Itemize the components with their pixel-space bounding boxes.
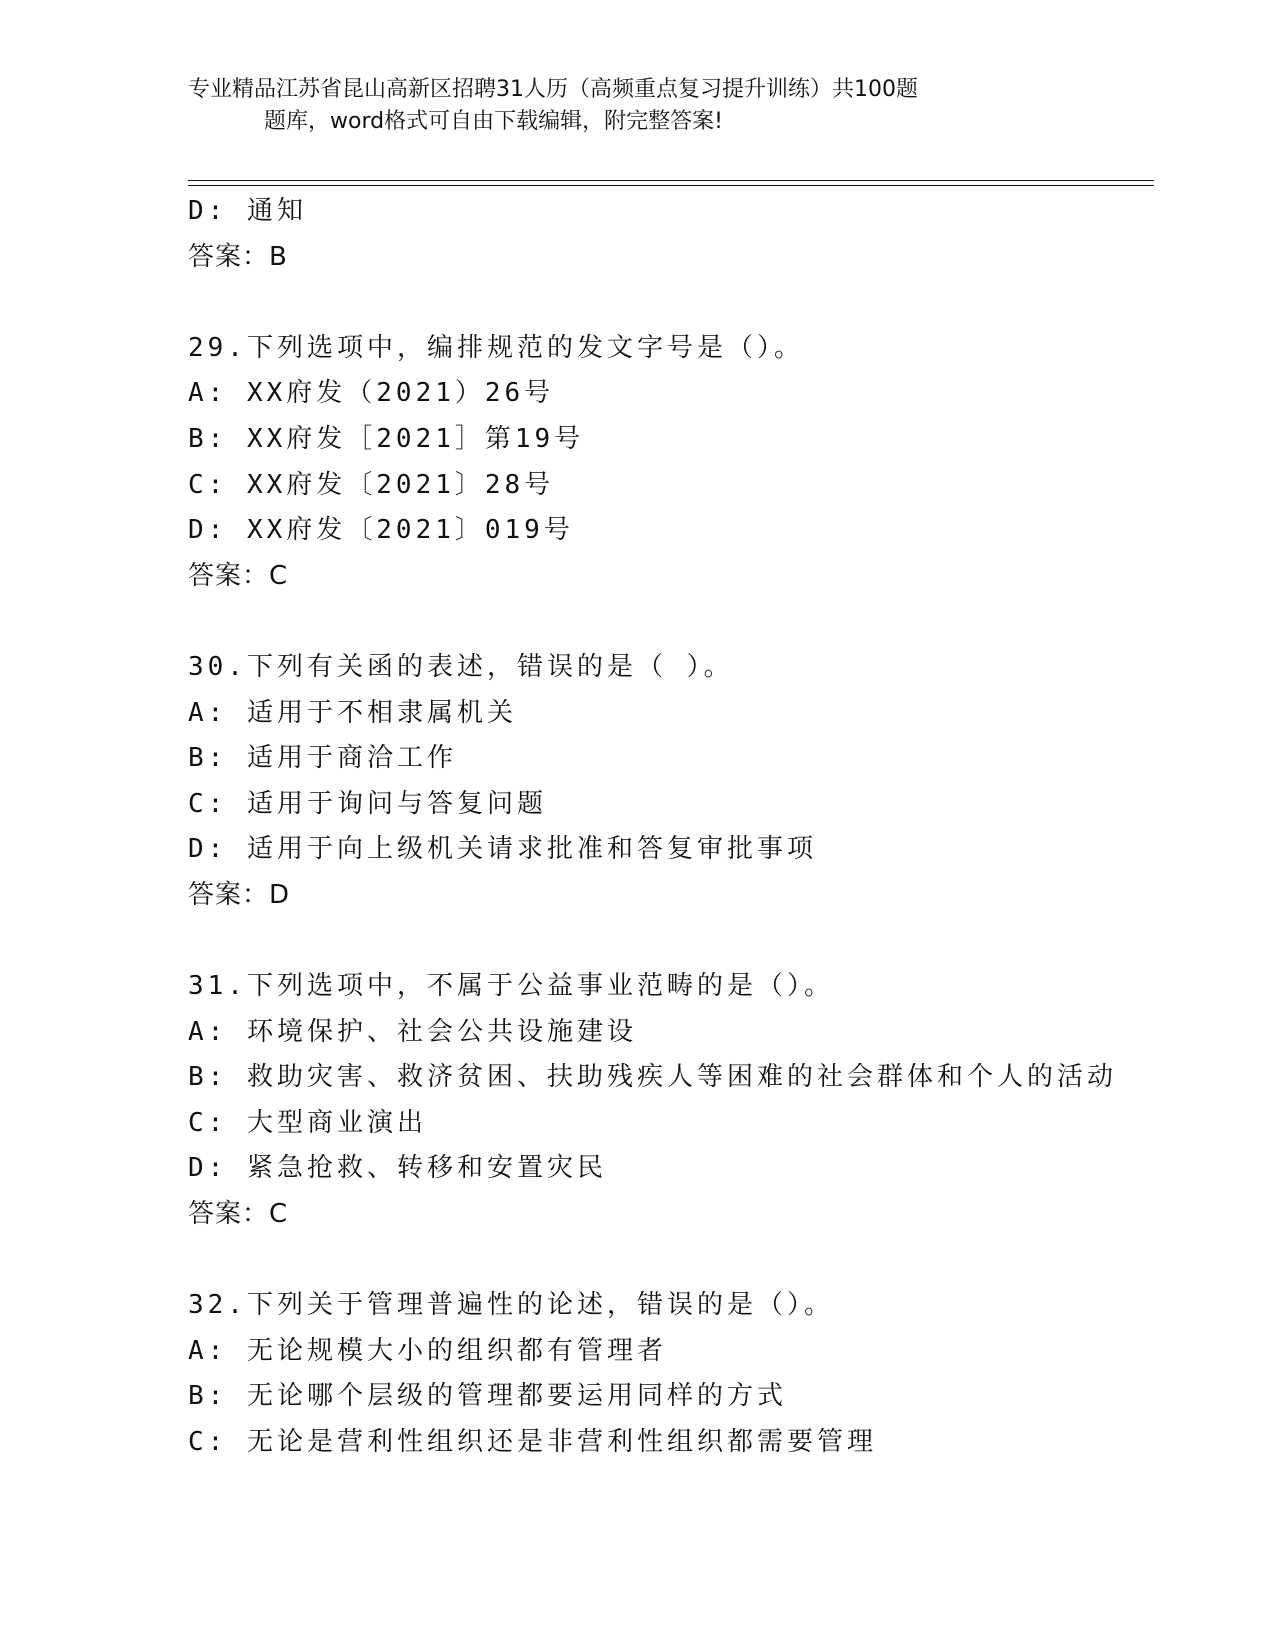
option-c: C: 大型商业演出 [188, 1107, 427, 1138]
option-a: A: 环境保护、社会公共设施建设 [188, 1016, 637, 1047]
question-gap [188, 599, 1188, 645]
option-d: D: XX府发〔2021〕019号 [188, 515, 574, 546]
option-c: C: XX府发〔2021〕28号 [188, 469, 555, 500]
question-gap [188, 1238, 1188, 1284]
answer-line: 答案：B [188, 241, 288, 272]
option-d: D: 适用于向上级机关请求批准和答复审批事项 [188, 834, 817, 865]
question-gap [188, 280, 1188, 326]
option-d: D: 紧急抢救、转移和安置灾民 [188, 1153, 607, 1184]
question-block-32 [188, 1283, 1188, 1465]
question-block-29 [188, 326, 1188, 600]
question-block-30 [188, 645, 1188, 919]
option-a: A: 无论规模大小的组织都有管理者 [188, 1335, 667, 1366]
option-a: A: XX府发（2021）26号 [188, 378, 555, 409]
option-b: B: 救助灾害、救济贫困、扶助残疾人等困难的社会群体和个人的活动 [188, 1062, 1117, 1093]
option-a: A: 适用于不相隶属机关 [188, 697, 517, 728]
option-d: D: 通知 [188, 196, 307, 226]
question-stem: 31.下列选项中，不属于公益事业范畴的是（）。 [188, 971, 834, 1002]
option-b: B: 适用于商洽工作 [188, 743, 457, 774]
question-stem: 32.下列关于管理普遍性的论述，错误的是（）。 [188, 1290, 834, 1321]
option-b: B: XX府发［2021］第19号 [188, 423, 585, 454]
question-stem: 29.下列选项中，编排规范的发文字号是（）。 [188, 332, 804, 363]
answer-line: 答案：C [188, 1199, 289, 1230]
option-b: B: 无论哪个层级的管理都要运用同样的方式 [188, 1381, 787, 1412]
header-divider-top [188, 180, 1154, 181]
header-divider-bottom [188, 185, 1154, 186]
question-gap [188, 919, 1188, 965]
question-block-31 [188, 964, 1188, 1238]
answer-line: 答案：D [188, 879, 291, 910]
header-title-line-1: 专业精品江苏省昆山高新区招聘31人历（高频重点复习提升训练）共100题 [188, 77, 918, 102]
option-c: C: 无论是营利性组织还是非营利性组织都需要管理 [188, 1427, 877, 1458]
question-list [188, 189, 1188, 1466]
option-c: C: 适用于询问与答复问题 [188, 788, 547, 819]
question-stem: 30.下列有关函的表述，错误的是（ ）。 [188, 651, 734, 682]
document-header [188, 74, 1088, 138]
answer-line: 答案：C [188, 560, 289, 591]
header-title-line-2: 题库，word格式可自由下载编辑，附完整答案! [264, 109, 723, 134]
